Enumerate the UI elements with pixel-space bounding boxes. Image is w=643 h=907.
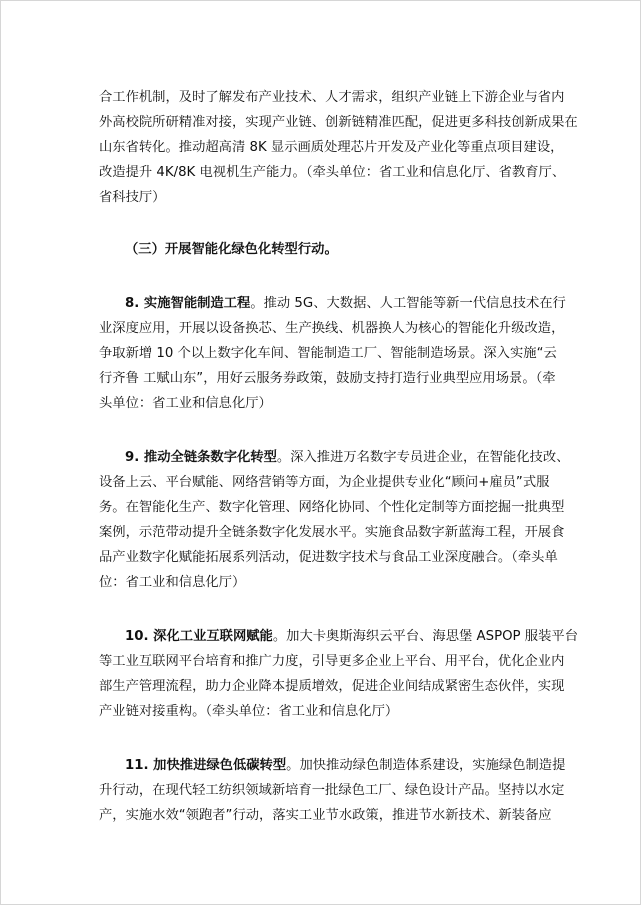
section-heading [99, 237, 545, 262]
item-9 [99, 445, 570, 595]
item-first-line [99, 753, 566, 778]
text-line: 升行动，在现代轻工纺织领域新培育一批绿色工厂、绿色设计产品。坚持以水定 [99, 783, 565, 798]
item-first-line-text: 。深入推进万名数字专员进企业，在智能化技改、 [276, 450, 570, 465]
text-line: 业深度应用，开展以设备换芯、生产换线、机器换人为核心的智能化升级改造， [99, 321, 565, 336]
text-line: 位：省工业和信息化厅） [99, 575, 246, 590]
item-title: 9. 推动全链条数字化转型 [125, 450, 277, 465]
item-10 [99, 624, 578, 724]
text-line: 行齐鲁 工赋山东”，用好云服务券政策，鼓励支持打造行业典型应用场景。（牵 [99, 371, 556, 386]
text-line: 等工业互联网平台培育和推广力度，引导更多企业上平台、用平台，优化企业内 [99, 654, 565, 669]
item-first-line-text: 。推动 5G、大数据、人工智能等新一代信息技术在行 [250, 296, 566, 311]
paragraph-gap [99, 210, 545, 237]
paragraph-gap [99, 724, 545, 753]
text-line: 改造提升 4K/8K 电视机生产能力。（牵头单位：省工业和信息化厅、省教育厅、 [99, 165, 566, 180]
text-line: 合工作机制，及时了解发布产业技术、人才需求，组织产业链上下游企业与省内 [99, 90, 565, 105]
text-line: 产业链对接重构。（牵头单位：省工业和信息化厅） [99, 704, 399, 719]
text-line: 争取新增 10 个以上数字化车间、智能制造工厂、智能制造场景。深入实施“云 [99, 346, 557, 361]
item-8 [99, 291, 566, 416]
item-first-line [99, 445, 570, 470]
item-first-line [99, 291, 566, 316]
item-first-line-text: 。加快推动绿色制造体系建设，实施绿色制造提 [286, 758, 566, 773]
item-title: 10. 深化工业互联网赋能 [125, 629, 273, 644]
text-line: 品产业数字化赋能拓展系列活动，促进数字技术与食品工业深度融合。（牵头单 [99, 550, 558, 565]
item-11 [99, 753, 566, 828]
paragraph-gap [99, 595, 545, 624]
paragraph-gap [99, 262, 545, 291]
text-line: 产，实施水效“领跑者”行动，落实工业节水政策，推进节水新技术、新装备应 [99, 808, 552, 823]
text-line: 设备上云、平台赋能、网络营销等方面，为企业提供专业化“顾问+雇员”式服 [99, 475, 550, 490]
document-body [99, 85, 578, 828]
item-first-line [99, 624, 578, 649]
item-first-line-text: 。加大卡奥斯海织云平台、海思堡 ASPOP 服装平台 [272, 629, 578, 644]
text-line: 省科技厅） [99, 190, 166, 205]
text-line: 外高校院所研精准对接，实现产业链、创新链精准匹配，促进更多科技创新成果在 [99, 115, 578, 130]
text-line: 务。在智能化生产、数字化管理、网络化协同、个性化定制等方面挖掘一批典型 [99, 500, 565, 515]
text-line: 头单位：省工业和信息化厅） [99, 396, 272, 411]
text-line: 案例，示范带动提升全链条数字化发展水平。实施食品数字新蓝海工程，开展食 [99, 525, 565, 540]
text-line: 山东省转化。推动超高清 8K 显示画质处理芯片开发及产业化等重点项目建设， [99, 140, 564, 155]
paragraph-gap [99, 416, 545, 445]
item-title: 8. 实施智能制造工程 [125, 296, 251, 311]
paragraph-continuation [99, 85, 578, 210]
item-title: 11. 加快推进绿色低碳转型 [125, 758, 287, 773]
section-heading-text: （三）开展智能化绿色化转型行动。 [125, 242, 338, 257]
text-line: 部生产管理流程，助力企业降本提质增效，促进企业间结成紧密生态伙伴，实现 [99, 679, 565, 694]
